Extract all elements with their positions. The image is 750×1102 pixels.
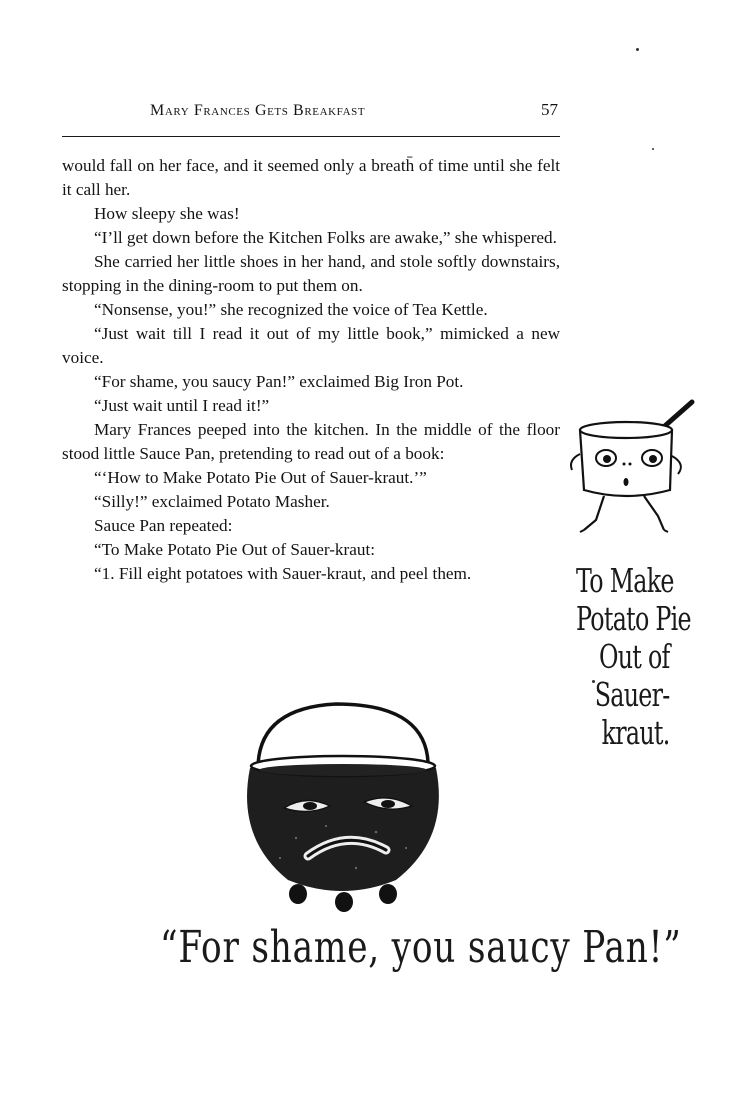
print-speck [592,680,595,683]
sauce-pan-icon [566,398,698,538]
page-header [62,100,558,126]
side-title-line: Out of [598,637,670,676]
paragraph: “I’ll get down before the Kitchen Folks are awake,” she whispered. [94,228,557,247]
iron-pot-icon [236,698,448,914]
paragraph: Mary Frances peeped into the kitchen. In the middle of the floor stood little Sauce Pan, pretending to read out of a book: [62,420,560,463]
paragraph: “Nonsense, you!” she recognized the voice of Tea Kettle. [94,300,488,319]
paragraph: “To Make Potato Pie Out of Sauer-kraut: [94,540,376,559]
paragraph: “Just wait till I read it out of my little book,” mimicked a new voice. [62,324,560,367]
side-title-line: Sauer- [594,675,670,714]
paragraph: Sauce Pan repeated: [94,516,233,535]
header-rule [62,136,560,137]
paragraph: “1. Fill eight potatoes with Sauer-kraut, and peel them. [94,564,472,583]
paragraph: She carried her little shoes in her hand, and stole softly downstairs, stopping in the dining-room to put them on. [62,252,560,295]
print-speck [652,148,654,150]
body-text [62,154,560,586]
illustration-caption: “For shame, you saucy Pan!” [160,922,682,973]
paragraph: “Silly!” exclaimed Potato Masher. [94,492,330,511]
side-recipe-title [576,561,691,752]
side-title-line: To Make [576,561,674,600]
paragraph: “For shame, you saucy Pan!” exclaimed Big Iron Pot. [94,372,464,391]
paragraph: How sleepy she was! [94,204,240,223]
running-head: Mary Frances Gets Breakfast [150,102,366,119]
paragraph: “‘How to Make Potato Pie Out of Sauer-kraut.’” [94,468,427,487]
side-title-line: kraut. [601,713,670,752]
paragraph: “Just wait until I read it!” [94,396,270,415]
page-number: 57 [541,100,558,119]
print-speck [636,48,639,51]
side-title-line: Potato Pie [576,599,691,638]
paragraph: would fall on her face, and it seemed only a breath̄ of time until she felt it call her. [62,156,560,199]
